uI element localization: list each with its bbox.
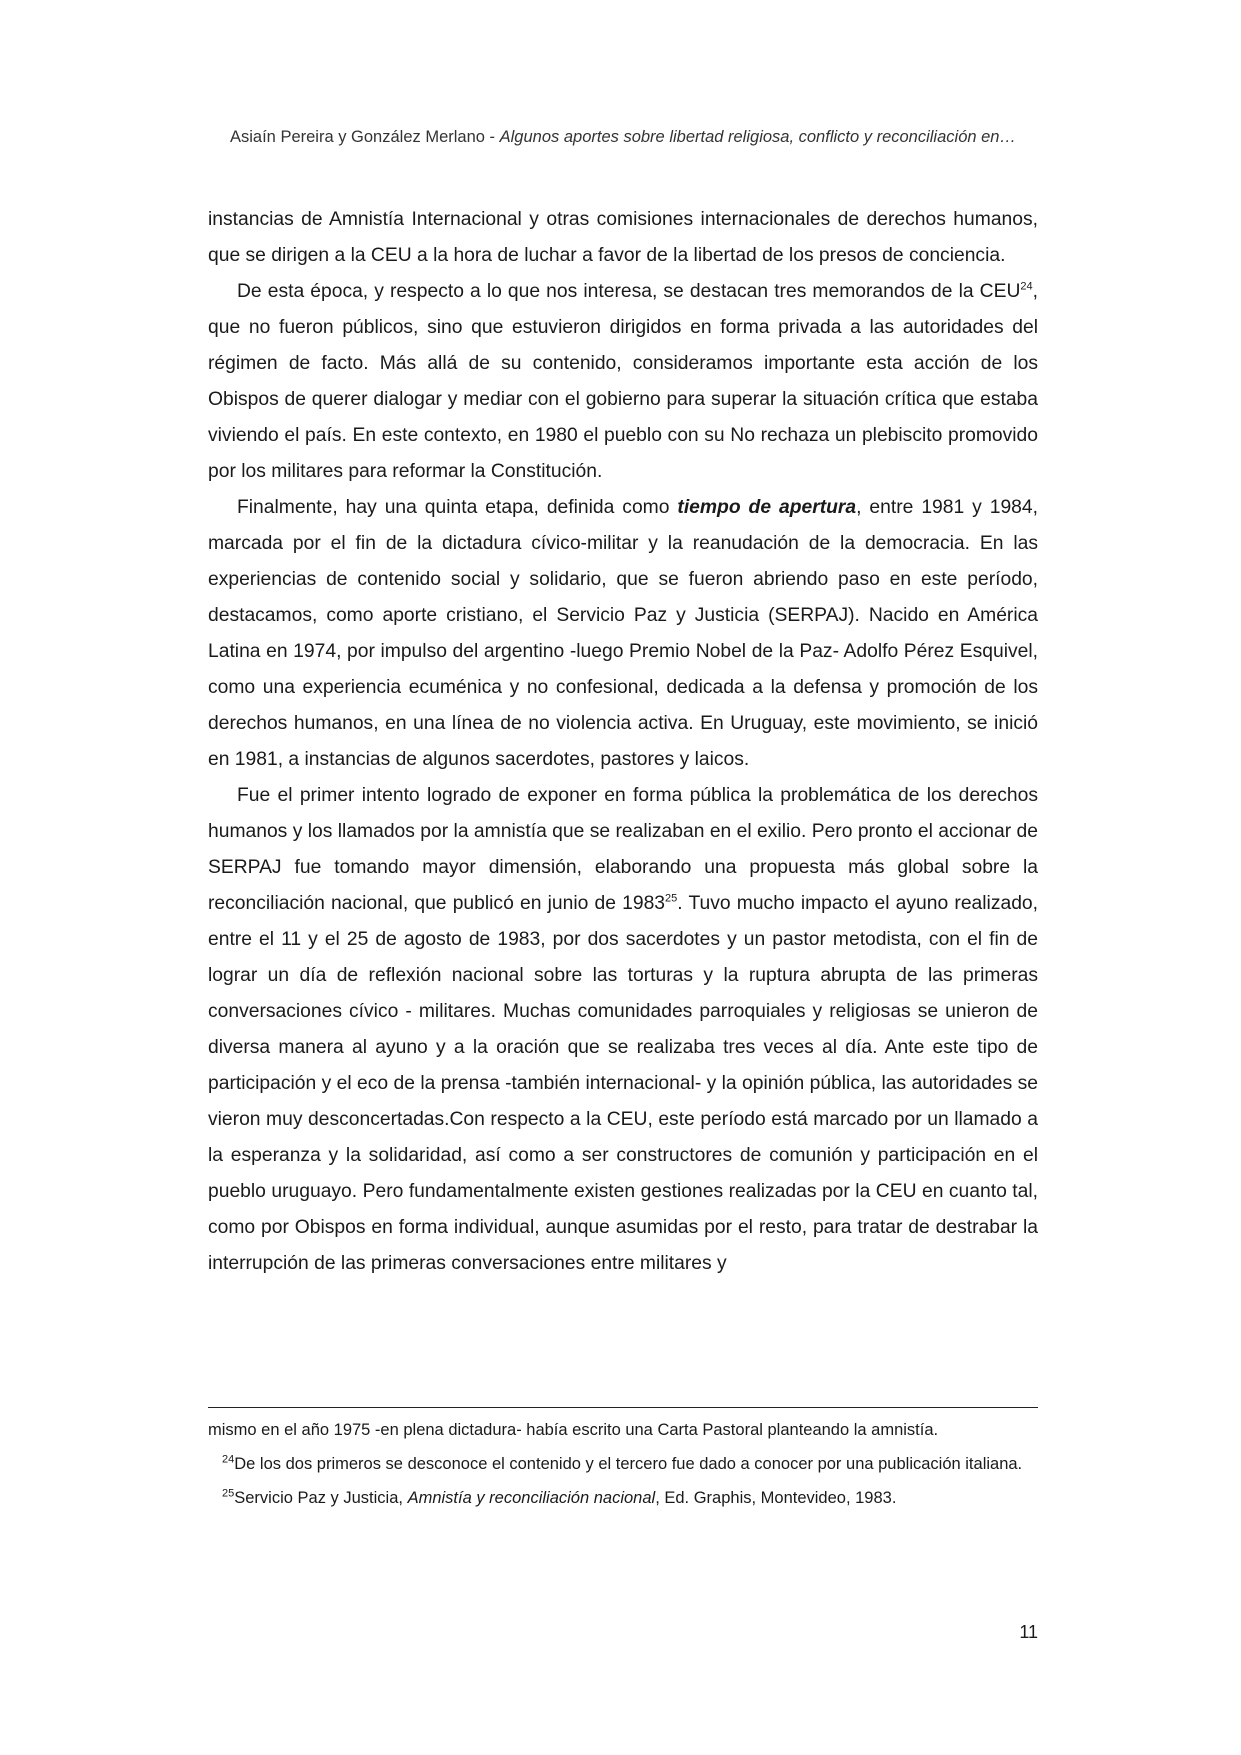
footnote-24-number: 24: [222, 1453, 235, 1466]
footnote-25-text-a: Servicio Paz y Justicia,: [234, 1489, 408, 1507]
header-title: Algunos aportes sobre libertad religiosa, conflicto y reconciliación en…: [499, 128, 1016, 146]
page-number: 11: [1019, 1622, 1038, 1642]
paragraph-2: [208, 274, 1038, 490]
footnote-25: [208, 1488, 1038, 1509]
paragraph-2-text-b: , que no fueron públicos, sino que estuvieron dirigidos en forma privada a las autoridades del régimen de facto. Más allá de su contenido, consideramos importante esta acción de los Obispos de querer dialogar y mediar con el gobierno para superar la situación crítica que estaba viviendo el país. En este contexto, en 1980 el pueblo con su No rechaza un plebiscito promovido por los militares para reformar la Constitución.: [208, 281, 1038, 482]
footnote-ref-25[interactable]: 25: [665, 892, 678, 905]
paragraph-3-text-b: , entre 1981 y 1984, marcada por el fin de la dictadura cívico-militar y la reanudación de la democracia. En las experiencias de contenido social y solidario, que se fueron abriendo paso en este período, destacamos, como aporte cristiano, el Servicio Paz y Justicia (SERPAJ). Nacido en América Latina en 1974, por impulso del argentino -luego Premio Nobel de la Paz- Adolfo Pérez Esquivel, como una experiencia ecuménica y no confesional, dedicada a la defensa y promoción de los derechos humanos, en una línea de no violencia activa. En Uruguay, este movimiento, se inició en 1981, a instancias de algunos sacerdotes, pastores y laicos.: [208, 497, 1038, 770]
footnote-24-text: De los dos primeros se desconoce el contenido y el tercero fue dado a conocer por una publicación italiana.: [234, 1455, 1023, 1473]
running-header: [208, 128, 1038, 147]
footnotes: [208, 1420, 1038, 1522]
footnote-25-title: Amnistía y reconciliación nacional: [407, 1489, 656, 1507]
footnote-25-text-b: , Ed. Graphis, Montevideo, 1983.: [655, 1489, 897, 1507]
footnote-25-number: 25: [222, 1487, 235, 1500]
emphasis-tiempo-de-apertura: tiempo de apertura: [677, 497, 857, 518]
paragraph-2-text-a: De esta época, y respecto a lo que nos interesa, se destacan tres memorandos de la CEU: [237, 281, 1021, 302]
body-text: [208, 202, 1038, 1282]
footnote-continued: mismo en el año 1975 -en plena dictadura- había escrito una Carta Pastoral planteando la amnistía.: [208, 1421, 939, 1439]
paragraph-1: instancias de Amnistía Internacional y otras comisiones internacionales de derechos humanos, que se dirigen a la CEU a la hora de luchar a favor de la libertad de los presos de conciencia.: [208, 209, 1038, 266]
paragraph-3: [208, 490, 1038, 778]
footnote-separator: [208, 1407, 1038, 1408]
header-authors: Asiaín Pereira y González Merlano -: [230, 128, 500, 146]
paragraph-4-text-b: . Tuvo mucho impacto el ayuno realizado, entre el 11 y el 25 de agosto de 1983, por dos sacerdotes y un pastor metodista, con el fin de lograr un día de reflexión nacional sobre las torturas y la ruptura abrupta de las primeras conversaciones cívico - militares. Muchas comunidades parroquiales y religiosas se unieron de diversa manera al ayuno y a la oración que se realizaba tres veces al día. Ante este tipo de participación y el eco de la prensa -también internacional- y la opinión pública, las autoridades se vieron muy desconcertadas.Con respecto a la CEU, este período está marcado por un llamado a la esperanza y la solidaridad, así como a ser constructores de comunión y participación en el pueblo uruguayo. Pero fundamentalmente existen gestiones realizadas por la CEU en cuanto tal, como por Obispos en forma individual, aunque asumidas por el resto, para tratar de destrabar la interrupción de las primeras conversaciones entre militares y: [208, 893, 1038, 1274]
footnote-24: [208, 1454, 1038, 1475]
footnote-ref-24[interactable]: 24: [1020, 280, 1033, 293]
paragraph-3-text-a: Finalmente, hay una quinta etapa, definida como: [237, 497, 678, 518]
paragraph-4-text-a: Fue el primer intento logrado de exponer en forma pública la problemática de los derechos humanos y los llamados por la amnistía que se realizaban en el exilio. Pero pronto el accionar de SERPAJ fue tomando mayor dimensión, elaborando una propuesta más global sobre la reconciliación nacional, que publicó en junio de 1983: [208, 785, 1038, 914]
paragraph-4: [208, 778, 1038, 1282]
